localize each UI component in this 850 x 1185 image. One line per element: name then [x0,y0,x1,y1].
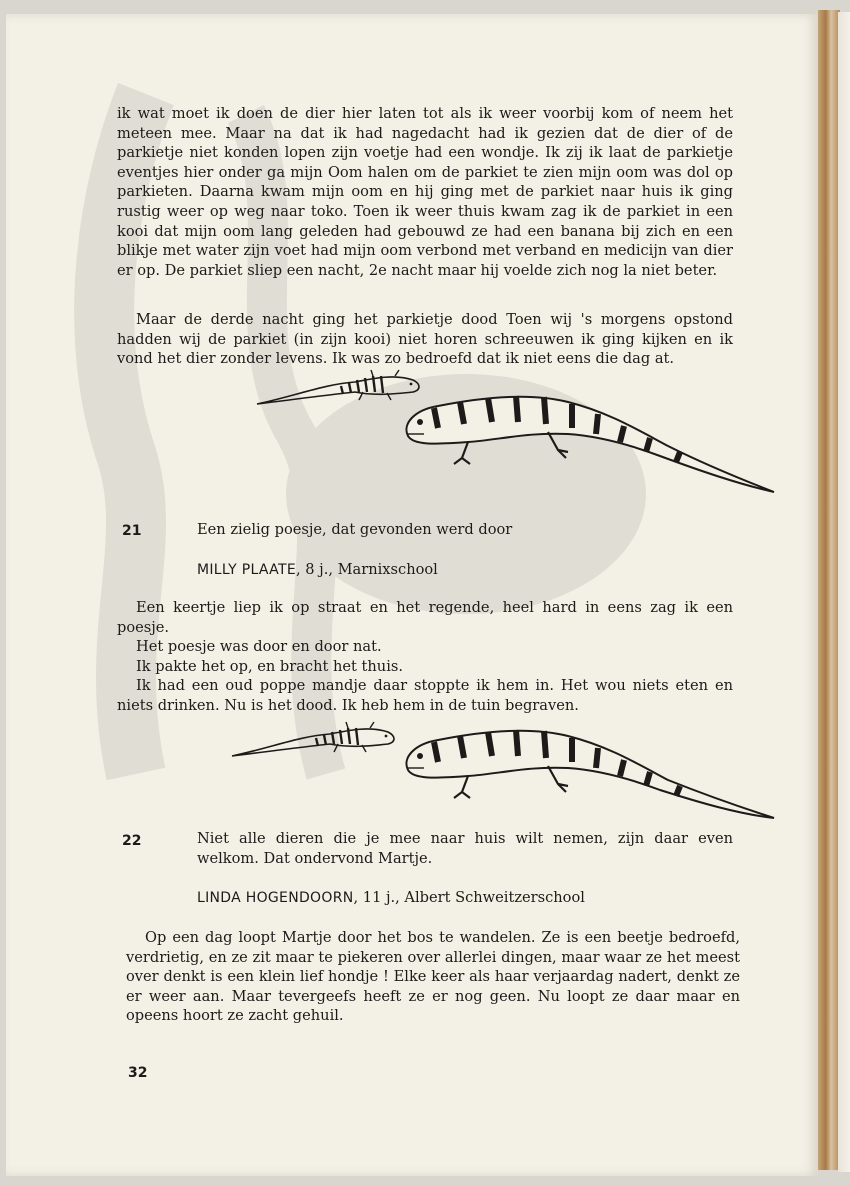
entry-22-author-line [197,888,585,909]
entry-21-line-4: Ik had een oud poppe mandje daar stoppte ik hem in. Het wou niets eten en niets drinken. Nu is het dood. Ik heb hem in de tuin begraven. [117,677,733,714]
entry-22-title: Niet alle dieren die je mee naar huis wilt nemen, zijn daar even welkom. Dat ondervond Martje. [197,830,733,867]
next-page-edge [838,12,850,1172]
entry-22-author-details: , 11 j., Albert Schweitzerschool [353,889,585,906]
story-paragraph-2: Maar de derde nacht ging het parkietje dood Toen wij 's morgens opstond hadden wij de parkiet (in zijn kooi) niet horen schreeuwen ik ging kijken en ik vond het dier zonder levens. Ik was zo bedroefd dat ik niet eens die dag at. [117,311,733,368]
entry-22-author: LINDA HOGENDOORN [197,890,354,906]
book-spine [818,10,840,1170]
entry-21-author: MILLY PLAATE [197,562,296,578]
entry-22-number: 22 [122,833,142,849]
entry-21-author-line [197,560,438,581]
entry-21-line-3: Ik pakte het op, en bracht het thuis. [136,657,403,675]
entry-21-number: 21 [122,523,142,539]
entry-21-author-details: , 8 j., Marnixschool [295,561,438,578]
lizard-large-illustration-1 [398,388,778,496]
page-number: 32 [128,1065,148,1081]
entry-21-line-1: Een keertje liep ik op straat en het regende, heel hard in eens zag ik een poesje. [117,599,733,636]
story-paragraph-1: ik wat moet ik doen de dier hier laten tot als ik weer voorbij kom of neem het meteen mee. Maar na dat ik had nagedacht had ik gezien dat de dier of de parkietje niet konden lopen zijn voetje had een wondje. Ik zij ik laat de parkietje eventjes hier onder ga mijn Oom halen om de parkiet te zien mijn oom was dol op parkieten. Daarna kwam mijn oom en hij ging met de parkiet naar huis ik ging rustig weer op weg naar toko. Toen ik weer thuis kwam zag ik de parkiet in een kooi dat mijn oom lang geleden had gebouwd ze had een banana bij zich en een blikje met water zijn voet had mijn oom verbond met verband en medicijn van dier er op. De parkiet sliep een nacht, 2e nacht maar hij voelde zich nog la niet beter. [117,105,733,279]
lizard-small-illustration-2 [230,718,400,760]
entry-21-title: Een zielig poesje, dat gevonden werd door [197,521,513,538]
entry-22-paragraph: Op een dag loopt Martje door het bos te wandelen. Ze is een beetje bedroefd, verdrietig, en ze zit maar te piekeren over allerlei dingen, maar waar ze het meest over denkt is een klein lief hondje ! Elke keer als haar verjaardag nadert, denkt ze er weer aan. Maar tevergeefs heeft ze er nog geen. Nu loopt ze daar maar en opeens hoort ze zacht gehuil. [126,929,740,1025]
entry-21-text [117,598,733,716]
lizard-large-illustration-2 [398,722,778,822]
entry-21-line-2: Het poesje was door en door nat. [136,638,382,656]
